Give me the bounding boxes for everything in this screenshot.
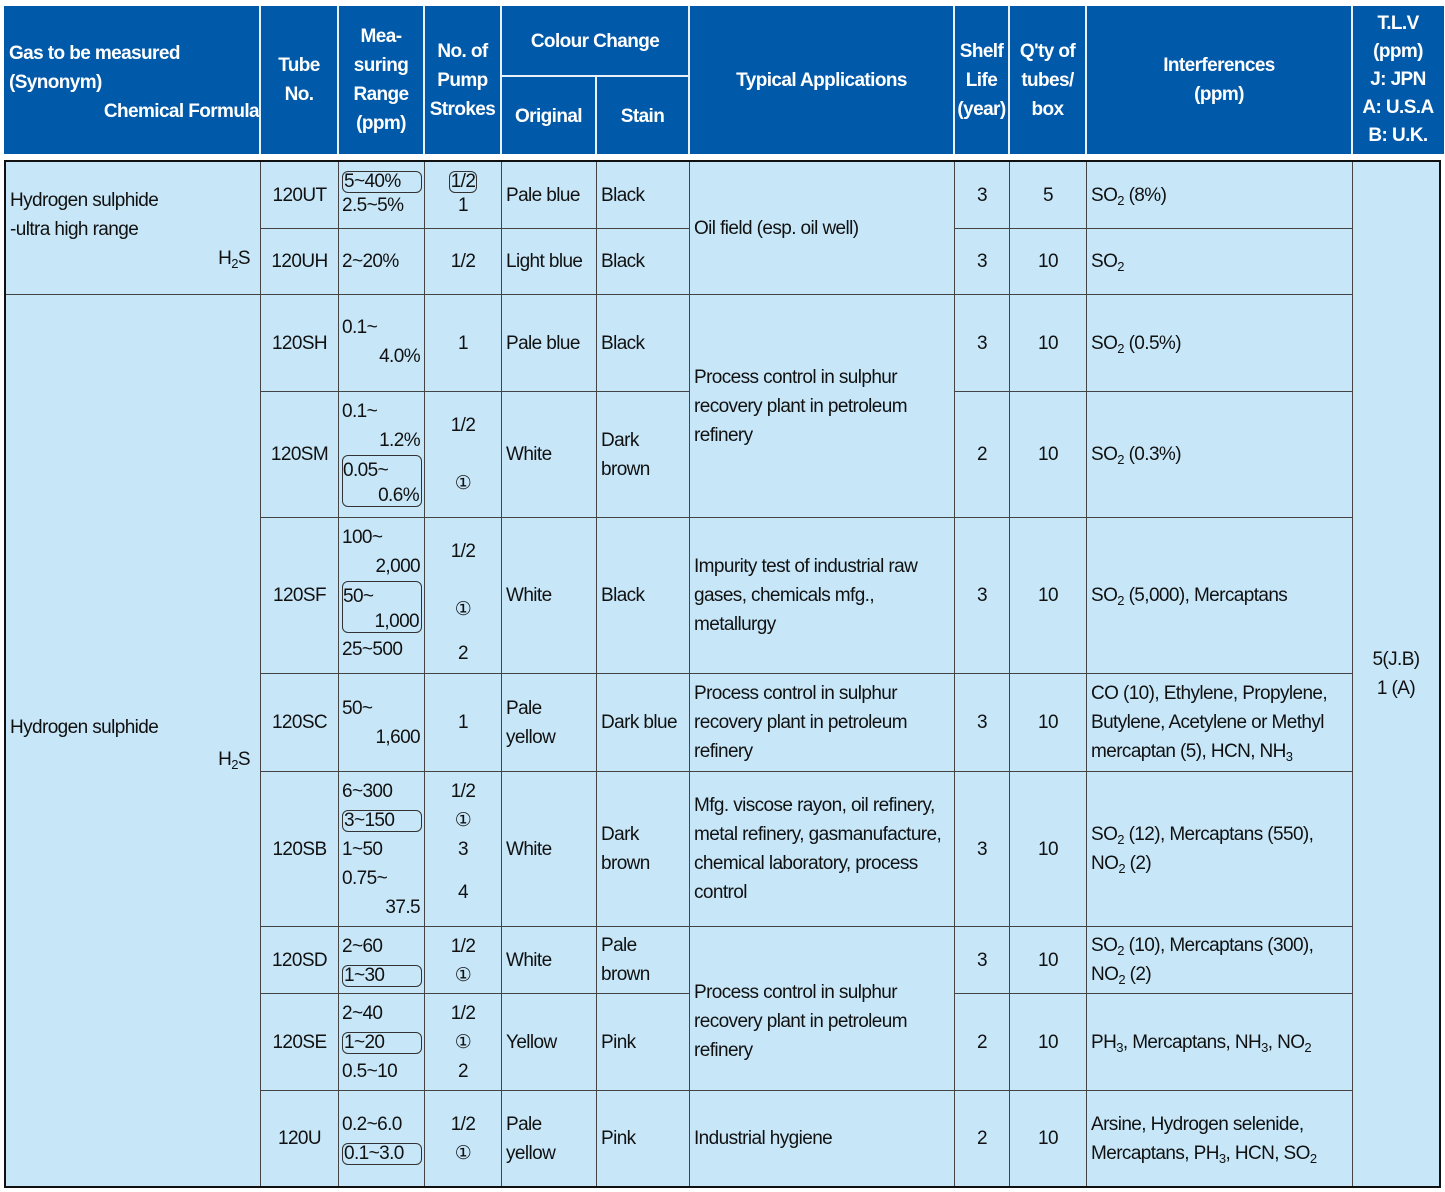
interferences: Arsine, Hydrogen selenide, Mercaptans, $PH_3$, HCN, $SO_2$ (1086, 1090, 1352, 1186)
header-tube-line2: No. (284, 84, 314, 105)
header-range-line4: (ppm) (356, 113, 406, 134)
range-value: 1,600 (375, 726, 420, 748)
measuring-range (338, 926, 424, 993)
interferences: CO (10), Ethylene, Propylene, Butylene, Acetylene or Methyl mercaptan (5), HCN, $NH_3$ (1086, 673, 1352, 771)
colour-stain: Black (596, 162, 689, 228)
shelf-life: 2 (954, 391, 1009, 517)
measuring-range (338, 673, 424, 771)
stroke-value: ① (454, 965, 472, 986)
range-value: 1~50 (342, 839, 383, 860)
header-qty (1009, 6, 1086, 154)
header-tlv-line5: B: U.K. (1368, 125, 1428, 146)
original-text: Pale yellow (506, 697, 556, 748)
range-value: 0.1~ (342, 317, 378, 338)
header-original: Original (515, 105, 582, 127)
divider (500, 6, 502, 154)
tube-no: 120SD (260, 926, 338, 993)
colour-original: Yellow (501, 993, 596, 1090)
stroke-value: ① (454, 1032, 472, 1053)
range-value: 0.6% (378, 485, 419, 506)
range-value: 2.5~5% (342, 195, 404, 216)
header-tube-line1: Tube (278, 55, 320, 76)
stain-text: Pale brown (601, 935, 650, 985)
application-line: refinery (694, 741, 753, 762)
pump-strokes (424, 771, 501, 926)
shelf-life: 3 (954, 926, 1009, 993)
gas-group-standard (6, 294, 260, 1186)
stroke-value: 1/2 (450, 781, 476, 802)
range-value: 100~ (342, 527, 383, 548)
header-applications: Typical Applications (736, 69, 907, 91)
tube-no: 120SH (260, 294, 338, 391)
qty-per-box: 5 (1009, 162, 1086, 228)
colour-stain (596, 391, 689, 517)
original-text: Pale yellow (506, 1113, 556, 1164)
range-value: 50~ (342, 697, 373, 719)
stain-text: Dark brown (601, 824, 650, 874)
qty-per-box: 10 (1009, 1090, 1086, 1186)
colour-stain (596, 771, 689, 926)
application-line: chemical laboratory, process (694, 853, 918, 874)
application-line: Process control in sulphur (694, 982, 898, 1003)
pump-strokes (424, 1090, 501, 1186)
gas-group-ultra-high (6, 162, 260, 294)
application-line: recovery plant in petroleum (694, 712, 907, 733)
tube-no: 120UH (260, 228, 338, 294)
gas-name-line2: -ultra high range (10, 219, 139, 240)
header-pump-line2: Pump (437, 69, 488, 91)
tube-no: 120SE (260, 993, 338, 1090)
header-tlv-line4: A: U.S.A (1362, 97, 1434, 118)
header-interf-line2: (ppm) (1194, 84, 1244, 105)
range-value: 4.0% (379, 346, 420, 367)
shelf-life: 3 (954, 517, 1009, 673)
highlighted-range (342, 455, 422, 507)
header-interf-line1: Interferences (1163, 55, 1275, 76)
qty-per-box: 10 (1009, 771, 1086, 926)
application-line: metal refinery, gasmanufacture, (694, 824, 942, 845)
header-qty-line3: box (1031, 98, 1064, 120)
application-line: Industrial hygiene (694, 1128, 833, 1149)
qty-per-box: 10 (1009, 228, 1086, 294)
typical-application (689, 926, 954, 1090)
application-line: recovery plant in petroleum (694, 1011, 907, 1032)
range-value: 0.5~10 (342, 1061, 398, 1082)
divider (259, 6, 261, 154)
stroke-value: ① (454, 1143, 472, 1164)
pump-strokes: 1 (424, 673, 501, 771)
qty-per-box: 10 (1009, 673, 1086, 771)
range-value: 2,000 (375, 556, 420, 577)
range-value: 0.75~ (342, 868, 388, 889)
interferences: $SO_2$ (0.3%) (1086, 391, 1352, 517)
tube-no: 120SC (260, 673, 338, 771)
pump-strokes (424, 162, 501, 228)
colour-original: Light blue (501, 228, 596, 294)
colour-original: Pale blue (501, 162, 596, 228)
colour-original (501, 673, 596, 771)
header-range-line1: Mea- (360, 26, 402, 47)
stroke-value: ① (454, 473, 472, 494)
colour-original (501, 1090, 596, 1186)
divider (337, 6, 339, 154)
stroke-value: 1 (458, 195, 468, 216)
tlv-line: 1 (A) (1376, 678, 1416, 699)
shelf-life: 2 (954, 993, 1009, 1090)
pump-strokes: 1 (424, 294, 501, 391)
chemical-formula: $H_2S$ (218, 749, 250, 772)
measuring-range (338, 162, 424, 228)
range-value: 1~30 (342, 965, 422, 987)
header-gas-line1: Gas to be measured (9, 42, 180, 64)
stroke-value: 4 (458, 882, 468, 903)
pump-strokes: 1/2 (424, 228, 501, 294)
colour-stain: Black (596, 228, 689, 294)
application-line: refinery (694, 1040, 753, 1061)
qty-per-box: 10 (1009, 926, 1086, 993)
divider (953, 6, 955, 154)
application-line: gases, chemicals mfg., (694, 585, 875, 606)
divider (595, 77, 597, 154)
table-body (4, 160, 1441, 1188)
stroke-value: 2 (458, 1061, 468, 1082)
tube-no: 120SM (260, 391, 338, 517)
tube-no: 120SB (260, 771, 338, 926)
shelf-life: 2 (954, 1090, 1009, 1186)
interferences: $SO_2$ (12), Mercaptans (550), $NO_2$ (2) (1086, 771, 1352, 926)
range-value: 3~150 (342, 810, 422, 832)
interferences: $SO_2$ (10), Mercaptans (300), $NO_2$ (2) (1086, 926, 1352, 993)
typical-application (689, 1090, 954, 1186)
measuring-range (338, 294, 424, 391)
qty-per-box: 10 (1009, 993, 1086, 1090)
stroke-value: 1/2 (450, 1114, 476, 1135)
range-value: 0.2~6.0 (342, 1114, 402, 1135)
pump-strokes (424, 926, 501, 993)
divider (1008, 6, 1010, 154)
range-value: 37.5 (385, 897, 420, 918)
application-line: Mfg. viscose rayon, oil refinery, (694, 795, 935, 816)
tube-no: 120UT (260, 162, 338, 228)
stroke-value: 1/2 (450, 936, 476, 957)
colour-stain (596, 926, 689, 993)
header-tube-no (260, 6, 338, 154)
header-shelf-line1: Shelf (959, 40, 1004, 62)
range-value: 2~40 (342, 1003, 383, 1024)
colour-original: Pale blue (501, 294, 596, 391)
interferences: $SO_2$ (1086, 228, 1352, 294)
divider (501, 75, 689, 77)
header-tlv-line3: J: JPN (1370, 69, 1426, 90)
range-value: 5~40% (342, 171, 422, 193)
tlv-line: 5(J.B) (1372, 649, 1420, 670)
tube-no: 120U (260, 1090, 338, 1186)
stroke-value: 3 (458, 839, 468, 860)
application-line: Process control in sulphur (694, 366, 898, 388)
typical-application (689, 673, 954, 771)
colour-original: White (501, 771, 596, 926)
typical-application (689, 771, 954, 926)
range-value: 0.1~ (342, 401, 378, 422)
range-value: 25~500 (342, 639, 403, 660)
typical-application (689, 294, 954, 517)
colour-original: White (501, 926, 596, 993)
gas-name: Hydrogen sulphide (10, 717, 159, 738)
stroke-value: 1/2 (450, 171, 476, 192)
shelf-life: 3 (954, 673, 1009, 771)
range-value: 0.1~3.0 (342, 1143, 422, 1165)
gas-name-line1: Hydrogen sulphide (10, 190, 159, 211)
measuring-range (338, 771, 424, 926)
shelf-life: 3 (954, 294, 1009, 391)
header-pump-line1: No. of (437, 40, 488, 62)
stroke-value: ① (454, 599, 472, 620)
pump-strokes (424, 517, 501, 673)
shelf-life: 3 (954, 162, 1009, 228)
header-stain: Stain (620, 105, 665, 127)
divider (1085, 6, 1087, 154)
colour-stain: Black (596, 517, 689, 673)
stain-text: Dark brown (601, 429, 650, 480)
qty-per-box: 10 (1009, 294, 1086, 391)
header-colour-change: Colour Change (530, 30, 660, 52)
highlighted-range (342, 581, 422, 633)
application-line: Process control in sulphur (694, 683, 898, 704)
measuring-range (338, 1090, 424, 1186)
application-line: Impurity test of industrial raw (694, 556, 918, 577)
range-value: 2~60 (342, 936, 383, 957)
chemical-formula: $H_2S$ (218, 248, 250, 271)
interferences: $PH_3$, Mercaptans, $NH_3$, $NO_2$ (1086, 993, 1352, 1090)
tlv-value (1352, 162, 1439, 1186)
header-pump-line3: Strokes (429, 98, 496, 120)
colour-stain: Black (596, 294, 689, 391)
measuring-range (338, 993, 424, 1090)
range-value: 1,000 (374, 611, 419, 632)
range-value: 1~20 (342, 1032, 422, 1054)
interferences: $SO_2$ (0.5%) (1086, 294, 1352, 391)
stroke-value: 1/2 (450, 541, 476, 562)
stroke-value: 1/2 (450, 1003, 476, 1024)
header-shelf-line3: (year) (957, 98, 1006, 120)
range-value: 1.2% (379, 430, 420, 451)
divider (688, 6, 690, 154)
interferences: $SO_2$ (8%) (1086, 162, 1352, 228)
colour-original: White (501, 517, 596, 673)
header-tlv-line2: (ppm) (1373, 41, 1423, 62)
gas-name (10, 186, 158, 244)
header-qty-line1: Q'ty of (1019, 40, 1076, 62)
pump-strokes (424, 391, 501, 517)
range-value: 0.05~ (343, 460, 389, 481)
range-value: 6~300 (342, 781, 393, 802)
typical-application (689, 162, 954, 294)
header-shelf-line2: Life (965, 69, 998, 91)
stroke-value: ① (454, 810, 472, 831)
interferences: $SO_2$ (5,000), Mercaptans (1086, 517, 1352, 673)
measuring-range (338, 391, 424, 517)
application-line: control (694, 882, 747, 903)
header-gas-line3: Chemical Formula (103, 100, 259, 122)
qty-per-box: 10 (1009, 517, 1086, 673)
shelf-life: 3 (954, 771, 1009, 926)
shelf-life: 3 (954, 228, 1009, 294)
header-qty-line2: tubes/ (1021, 69, 1074, 91)
application-line: metallurgy (694, 614, 776, 635)
stroke-value: 1/2 (450, 415, 476, 436)
measuring-range (338, 517, 424, 673)
header-tlv (1352, 6, 1444, 154)
header-range-line3: Range (353, 84, 409, 105)
header-interferences (1086, 6, 1352, 154)
divider (423, 6, 425, 154)
tube-no: 120SF (260, 517, 338, 673)
range-value: 50~ (343, 586, 374, 607)
typical-application (689, 517, 954, 673)
header-range-line2: suring (353, 55, 409, 76)
colour-stain: Dark blue (596, 673, 689, 771)
measuring-range: 2~20% (338, 228, 424, 294)
application-line: recovery plant in petroleum (694, 395, 907, 417)
qty-per-box: 10 (1009, 391, 1086, 517)
stroke-value: 2 (458, 643, 468, 664)
table-header (4, 6, 1444, 154)
header-tlv-line1: T.L.V (1377, 13, 1419, 34)
application-line: Oil field (esp. oil well) (694, 217, 859, 239)
header-gas-line2: (Synonym) (9, 71, 102, 93)
colour-original: White (501, 391, 596, 517)
divider (1351, 6, 1353, 154)
application-line: refinery (694, 424, 753, 446)
header-gas (4, 6, 260, 154)
colour-stain: Pink (596, 993, 689, 1090)
header-pump (424, 6, 501, 154)
pump-strokes (424, 993, 501, 1090)
header-range (338, 6, 424, 154)
header-shelf (954, 6, 1009, 154)
colour-stain: Pink (596, 1090, 689, 1186)
